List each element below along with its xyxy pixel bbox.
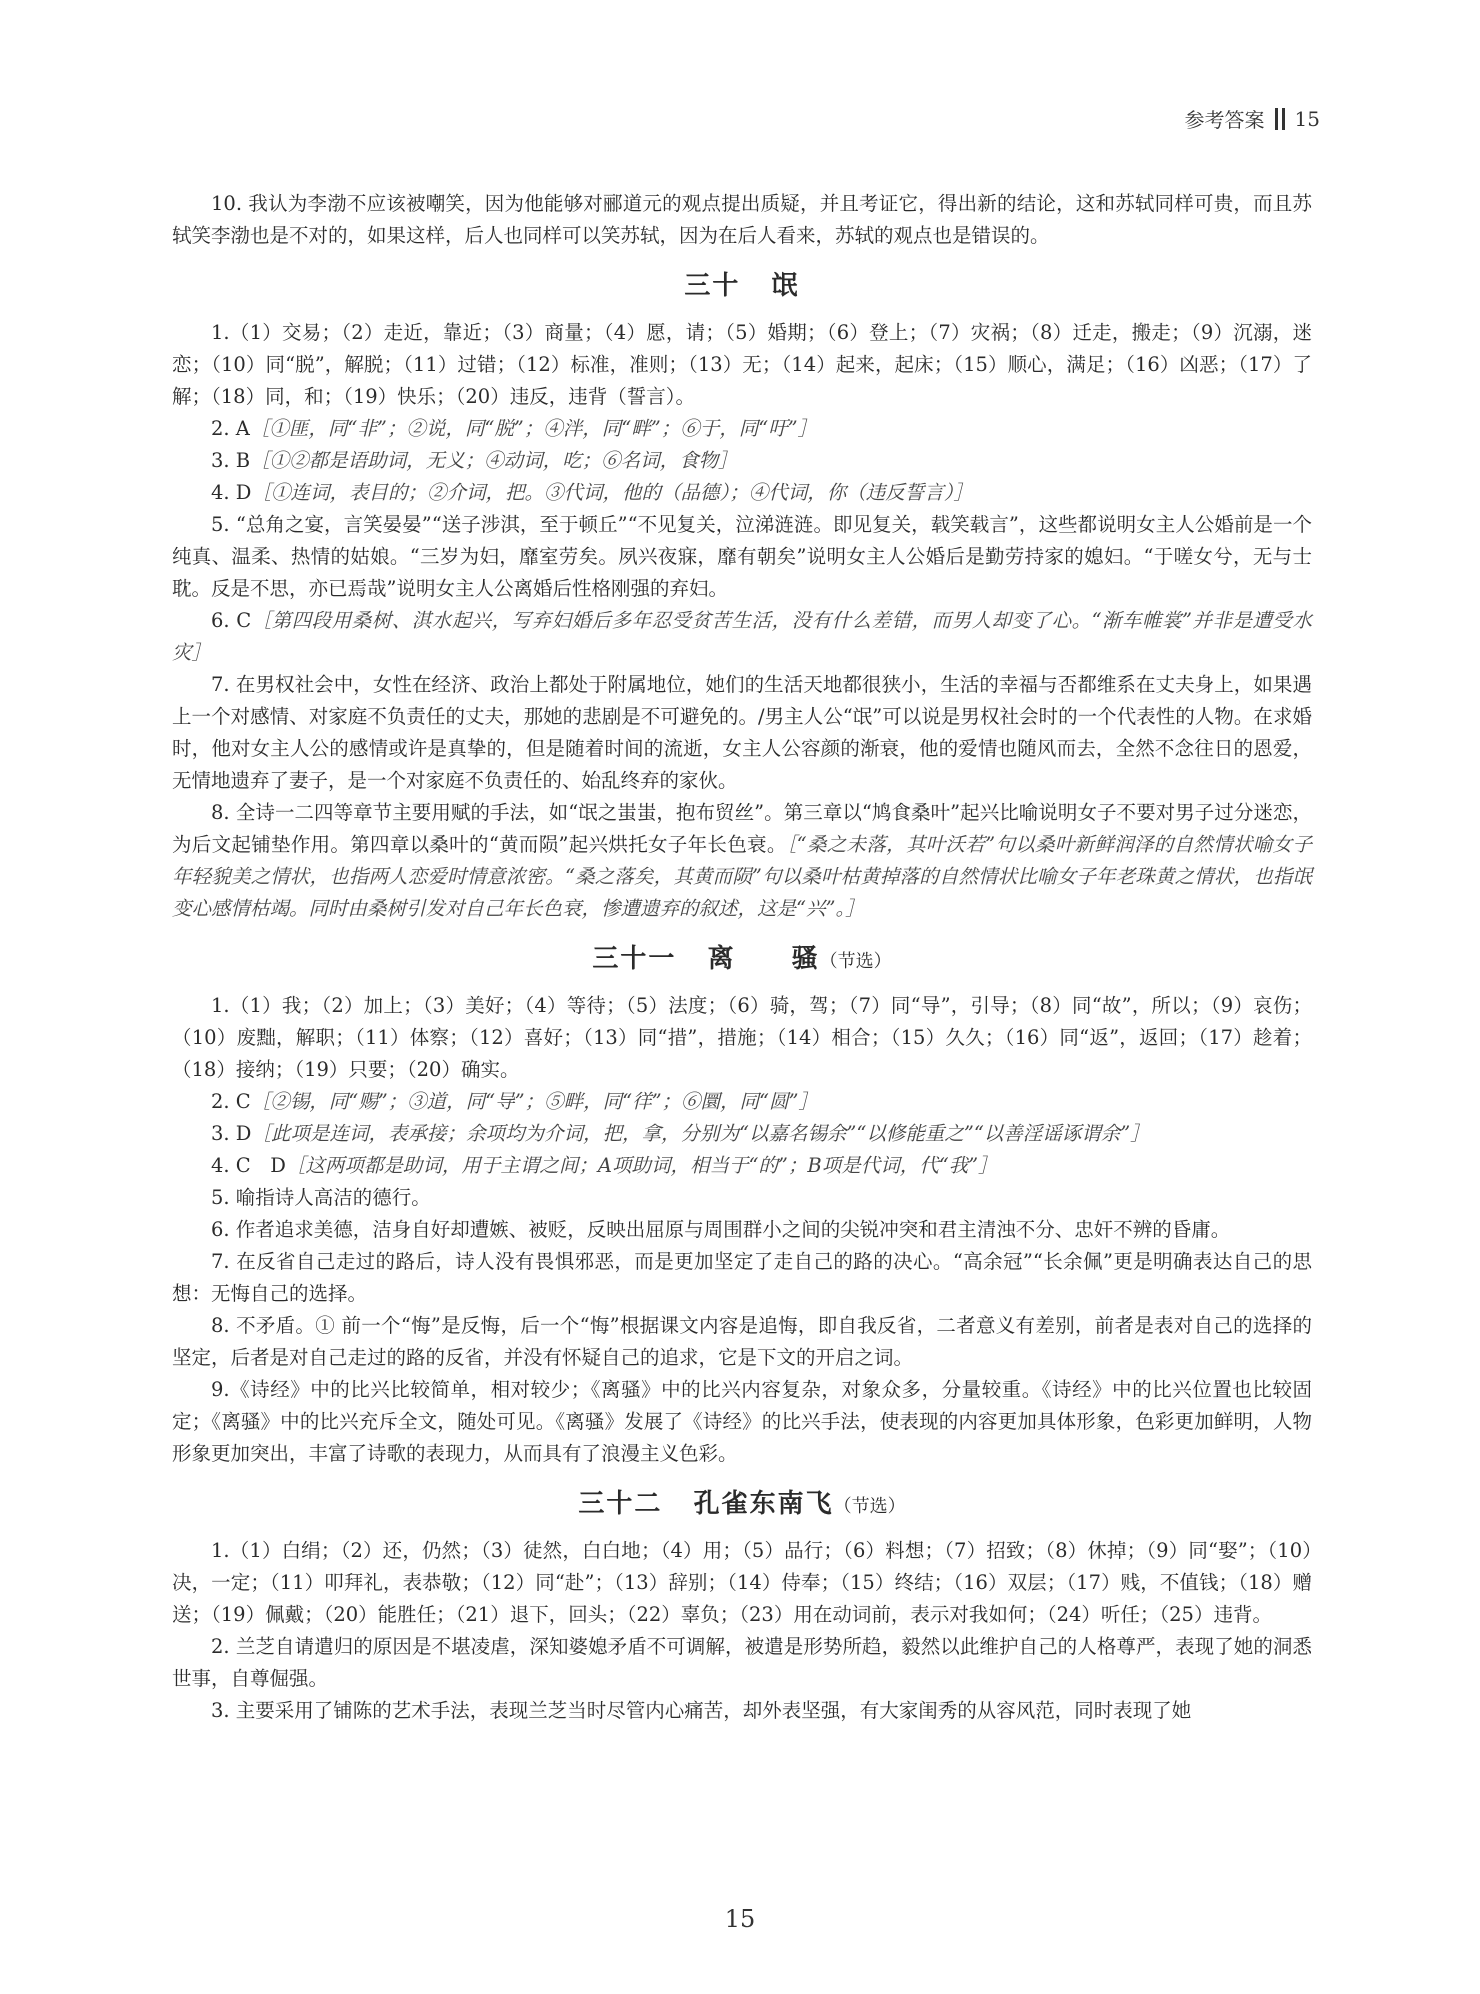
answer-explanation: ［①匪，同“非”；②说，同“脱”；④泮，同“畔”；⑥于，同“吁”］ <box>249 417 818 440</box>
answer-paragraph <box>172 188 1312 252</box>
answer-text: 8. 全诗一二四等章节主要用赋的手法，如“氓之蚩蚩，抱布贸丝”。第三章以“鸠食桑叶”起兴比喻说明女子不要对男子过分迷恋，为后文起铺垫作用。第四章以桑叶的“黄而陨”起兴烘托女子年长色衰。 <box>172 801 1312 856</box>
answer-paragraph <box>172 1535 1312 1631</box>
answer-paragraph <box>172 1310 1312 1374</box>
answer-text: 5. 喻指诗人高洁的德行。 <box>211 1186 431 1209</box>
answer-paragraph <box>172 509 1312 605</box>
answer-text: 4. D <box>211 481 252 504</box>
answer-text: 6. C <box>211 609 252 632</box>
header-title: 参考答案 <box>1184 108 1265 132</box>
answer-explanation: ［这两项都是助词，用于主谓之间；A项助词，相当于“的”；B项是代词，代“我”］ <box>285 1154 998 1177</box>
answer-text: 2. 兰芝自请遣归的原因是不堪凌虐，深知婆媳矛盾不可调解，被遣是形势所趋，毅然以此维护自己的人格尊严，表现了她的洞悉世事，自尊倔强。 <box>172 1635 1312 1690</box>
section-name: 氓 <box>771 271 800 301</box>
page-footer <box>0 1905 1480 1933</box>
answer-text: 5. “总角之宴，言笑晏晏”“送子涉淇，至于顿丘”“不见复关，泣涕涟涟。即见复关，载笑载言”，这些都说明女主人公婚前是一个纯真、温柔、热情的姑娘。“三岁为妇，靡室劳矣。夙兴夜寐，靡有朝矣”说明女主人公婚后是勤劳持家的媳妇。“于嗟女兮，无与士耽。反是不思，亦已焉哉”说明女主人公离婚后性格刚强的弃妇。 <box>172 513 1312 600</box>
answer-section <box>172 188 1312 252</box>
answer-explanation: ［“桑之未落，其叶沃若”句以桑叶新鲜润泽的自然情状喻女子年轻貌美之情状，也指两人恋爱时情意浓密。“桑之落矣，其黄而陨”句以桑叶枯黄掉落的自然情状比喻女子年老珠黄之情状，也指氓变心感情枯竭。同时由桑树引发对自己年长色衰，惨遭遗弃的叙述，这是“兴”。］ <box>172 833 1312 920</box>
answer-paragraph <box>172 1182 1312 1214</box>
section-number: 三十 <box>684 271 741 301</box>
section-title <box>172 941 1312 980</box>
section-subtitle: （节选） <box>833 1496 906 1517</box>
answer-paragraph <box>172 669 1312 797</box>
answer-text: 10. 我认为李渤不应该被嘲笑，因为他能够对郦道元的观点提出质疑，并且考证它，得出新的结论，这和苏轼同样可贵，而且苏轼笑李渤也是不对的，如果这样，后人也同样可以笑苏轼，因为在后人看来，苏轼的观点也是错误的。 <box>172 192 1312 247</box>
answer-section <box>172 1486 1312 1727</box>
section-subtitle: （节选） <box>819 951 892 972</box>
footer-page-number: 15 <box>724 1905 756 1933</box>
answer-paragraph <box>172 1150 1312 1182</box>
answer-explanation: ［①②都是语助词，无义；④动词，吃；⑥名词，食物］ <box>250 449 738 472</box>
page-content <box>172 188 1312 1727</box>
header-divider <box>1275 108 1278 130</box>
answer-explanation: ［②锡，同“赐”；③道，同“导”；⑤畔，同“徉”；⑥圜，同“圆”］ <box>250 1090 818 1113</box>
running-header <box>1185 104 1320 133</box>
header-divider-2 <box>1282 108 1285 130</box>
answer-sections <box>172 188 1312 1727</box>
answer-text: 3. 主要采用了铺陈的艺术手法，表现兰芝当时尽管内心痛苦，却外表坚强，有大家闺秀的从容风范，同时表现了她 <box>211 1699 1192 1722</box>
answer-paragraph <box>172 1086 1312 1118</box>
answer-section <box>172 268 1312 925</box>
section-number: 三十一 <box>592 944 677 974</box>
answer-paragraph <box>172 445 1312 477</box>
answer-text: 1.（1）交易；（2）走近，靠近；（3）商量；（4）愿，请；（5）婚期；（6）登上；（7）灾祸；（8）迁走，搬走；（9）沉溺，迷恋；（10）同“脱”，解脱；（11）过错；（12）标准，准则；（13）无；（14）起来，起床；（15）顺心，满足；（16）凶恶；（17）了解；（18）同，和；（19）快乐；（20）违反，违背（誓言）。 <box>172 321 1312 408</box>
answer-paragraph <box>172 1631 1312 1695</box>
answer-text: 3. D <box>211 1122 252 1145</box>
answer-text: 8. 不矛盾。① 前一个“悔”是反悔，后一个“悔”根据课文内容是追悔，即自我反省，二者意义有差别，前者是表对自己的选择的坚定，后者是对自己走过的路的反省，并没有怀疑自己的追求，它是下文的开启之词。 <box>172 1314 1312 1369</box>
answer-paragraph <box>172 477 1312 509</box>
answer-paragraph <box>172 990 1312 1086</box>
answer-text: 1.（1）我；（2）加上；（3）美好；（4）等待；（5）法度；（6）骑，驾；（7）同“导”，引导；（8）同“故”，所以；（9）哀伤；（10）废黜，解职；（11）体察；（12）喜好；（13）同“措”，措施；（14）相合；（15）久久；（16）同“返”，返回；（17）趁着；（18）接纳；（19）只要；（20）确实。 <box>172 994 1312 1081</box>
answer-text: 9.《诗经》中的比兴比较简单，相对较少；《离骚》中的比兴内容复杂，对象众多，分量较重。《诗经》中的比兴位置也比较固定；《离骚》中的比兴充斥全文，随处可见。《离骚》发展了《诗经》的比兴手法，使表现的内容更加具体形象，色彩更加鲜明，人物形象更加突出，丰富了诗歌的表现力，从而具有了浪漫主义色彩。 <box>172 1378 1312 1465</box>
answer-paragraph <box>172 1374 1312 1470</box>
answer-explanation: ［此项是连词，表承接；余项均为介词，把，拿，分别为“以嘉名锡余”“以修能重之”“以善淫谣诼谓余”］ <box>251 1122 1150 1145</box>
answer-text: 6. 作者追求美德，洁身自好却遭嫉、被贬，反映出屈原与周围群小之间的尖锐冲突和君主清浊不分、忠奸不辨的昏庸。 <box>211 1218 1231 1241</box>
answer-text: 2. A <box>211 417 250 440</box>
answer-paragraph <box>172 317 1312 413</box>
answer-paragraph <box>172 797 1312 925</box>
answer-text: 7. 在反省自己走过的路后，诗人没有畏惧邪恶，而是更加坚定了走自己的路的决心。“高余冠”“长余佩”更是明确表达自己的思想：无悔自己的选择。 <box>172 1250 1312 1305</box>
answer-text: 3. B <box>211 449 251 472</box>
answer-paragraph <box>172 1246 1312 1310</box>
answer-section <box>172 941 1312 1470</box>
answer-text: 1.（1）白绢；（2）还，仍然；（3）徒然，白白地；（4）用；（5）品行；（6）料想；（7）招致；（8）休掉；（9）同“娶”；（10）决，一定；（11）叩拜礼，表恭敬；（12）同“赴”；（13）辞别；（14）侍奉；（15）终结；（16）双层；（17）贱，不值钱；（18）赠送；（19）佩戴；（20）能胜任；（21）退下，回头；（22）辜负；（23）用在动词前，表示对我如何；（24）听任；（25）违背。 <box>172 1539 1312 1626</box>
section-number: 三十二 <box>578 1489 663 1519</box>
answer-paragraph <box>172 1695 1312 1727</box>
section-title <box>172 1486 1312 1525</box>
answer-explanation: ［第四段用桑树、淇水起兴，写弃妇婚后多年忍受贫苦生活，没有什么差错，而男人却变了心。“渐车帷裳”并非是遭受水灾］ <box>172 609 1312 664</box>
answer-text: 2. C <box>211 1090 251 1113</box>
section-name: 离 骚 <box>707 944 820 974</box>
answer-paragraph <box>172 1118 1312 1150</box>
section-name: 孔雀东南飞 <box>693 1489 834 1519</box>
answer-text: 4. C D <box>211 1154 286 1177</box>
answer-paragraph <box>172 413 1312 445</box>
answer-text: 7. 在男权社会中，女性在经济、政治上都处于附属地位，她们的生活天地都很狭小，生活的幸福与否都维系在丈夫身上，如果遇上一个对感情、对家庭不负责任的丈夫，那她的悲剧是不可避免的。/男主人公“氓”可以说是男权社会时的一个代表性的人物。在求婚时，他对女主人公的感情或许是真挚的，但是随着时间的流逝，女主人公容颜的渐衰，他的爱情也随风而去，全然不念往日的恩爱，无情地遗弃了妻子，是一个对家庭不负责任的、始乱终弃的家伙。 <box>172 673 1312 792</box>
answer-paragraph <box>172 1214 1312 1246</box>
header-page-number: 15 <box>1294 106 1320 131</box>
answer-paragraph <box>172 605 1312 669</box>
section-title <box>172 268 1312 307</box>
answer-explanation: ［①连词，表目的；②介词，把。③代词，他的（品德）；④代词，你（违反誓言）］ <box>251 481 973 504</box>
